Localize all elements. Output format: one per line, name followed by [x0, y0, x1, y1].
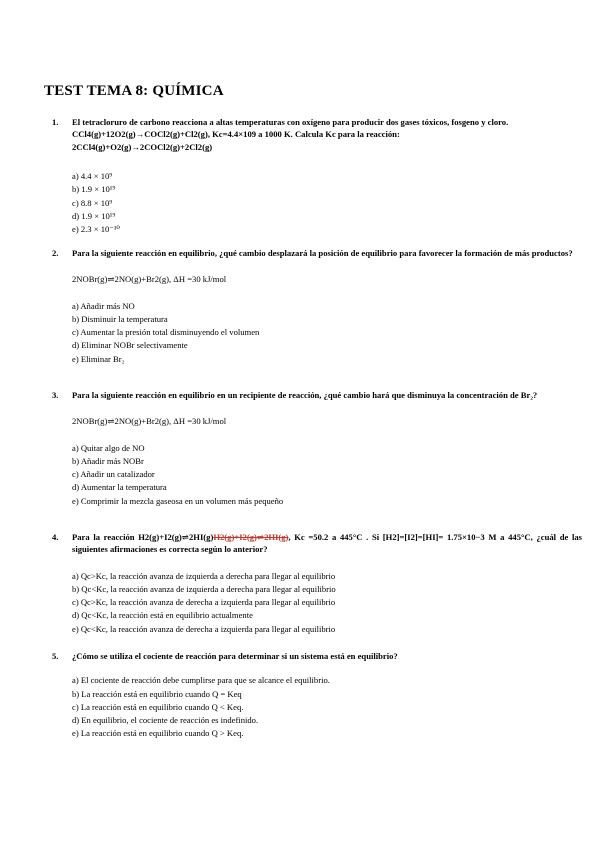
- question-5: [52, 650, 582, 740]
- question-3: [52, 389, 582, 508]
- question-4: [52, 531, 582, 636]
- reaction-equation: 2NOBr(g)⇌2NO(g)+Br2(g), ΔH =30 kJ/mol: [72, 416, 227, 427]
- answer-option[interactable]: c) Qc>Kc, la reacción avanza de derecha a izquierda para llegar al equilibrio: [72, 597, 336, 608]
- answer-option[interactable]: e) Qc<Kc, la reacción avanza de derecha a izquierda para llegar al equilibrio: [72, 623, 336, 634]
- question-text-line: CCl4(g)+12O2(g)→COCl2(g)+Cl2(g), Kc=4.4×109 a 1000 K. Calcula Kc para la reacción:: [72, 129, 400, 140]
- answer-option[interactable]: d) Aumentar la temperatura: [72, 482, 167, 493]
- question-2: [52, 247, 582, 366]
- page-title: TEST TEMA 8: QUÍMICA: [44, 83, 224, 99]
- answer-option[interactable]: b) Añadir más NOBr: [72, 456, 144, 466]
- answer-option[interactable]: b) La reacción está en equilibrio cuando Q = Keq: [72, 688, 242, 699]
- answer-option[interactable]: a) Añadir más NO: [72, 300, 135, 311]
- answer-option[interactable]: e) La reacción está en equilibrio cuando Q > Keq.: [72, 728, 244, 739]
- answer-option[interactable]: a) Quitar algo de NO: [72, 442, 145, 453]
- question-number: 3.: [52, 390, 59, 400]
- answer-option[interactable]: b) Qc<Kc, la reacción avanza de izquierda a derecha para llegar al equilibrio: [72, 584, 336, 594]
- answer-option[interactable]: d) Eliminar NOBr selectivamente: [72, 340, 188, 351]
- answer-option[interactable]: e) Eliminar Br₂: [72, 353, 125, 364]
- question-text-line: 2CCl4(g)+O2(g)→2COCl2(g)+2Cl2(g): [72, 141, 213, 152]
- question-number: 1.: [52, 117, 59, 127]
- question-text-start: Para la reacción H2(g)+I2(g)⇌2HI(g): [72, 532, 214, 542]
- answer-option[interactable]: d) Qc<Kc, la reacción está en equilibrio actualmente: [72, 610, 253, 621]
- answer-option[interactable]: c) La reacción está en equilibrio cuando Q < Keq.: [72, 701, 244, 712]
- answer-option[interactable]: e) Comprimir la mezcla gaseosa en un volumen más pequeño: [72, 495, 284, 506]
- question-text-end: , Kc =50.2 a 445°C . Si [H2]=[I2]=[HI]= 1.75×10−3 M a 445°C, ¿cuál de las siguientes afirmaciones es correcta según lo anterior?: [72, 532, 582, 555]
- question-text: ¿Cómo se utiliza el cociente de reacción para determinar si un sistema está en equilibrio?: [72, 651, 398, 661]
- answer-option[interactable]: e) 2.3 × 10⁻¹⁰: [72, 223, 120, 234]
- question-1: [52, 116, 582, 236]
- answer-option[interactable]: a) Qc>Kc, la reacción avanza de izquierda a derecha para llegar al equilibrio: [72, 570, 336, 581]
- reaction-equation: 2NOBr(g)⇌2NO(g)+Br2(g), ΔH =30 kJ/mol: [72, 274, 227, 285]
- answer-option[interactable]: a) El cociente de reacción debe cumplirse para que se alcance el equilibrio.: [72, 675, 330, 686]
- question-number: 4.: [52, 532, 59, 542]
- answer-option[interactable]: b) 1.9 × 10¹⁹: [72, 184, 116, 195]
- question-number: 2.: [52, 248, 59, 258]
- answer-option[interactable]: c) Aumentar la presión total disminuyendo el volumen: [72, 327, 260, 338]
- answer-option[interactable]: b) Disminuir la temperatura: [72, 314, 168, 324]
- question-text: Para la siguiente reacción en equilibrio, ¿qué cambio desplazará la posición de equilibrio para favorecer la formación de más productos?: [72, 248, 573, 258]
- question-text-line: El tetracloruro de carbono reacciona a altas temperaturas con oxígeno para producir dos gases tóxicos, fosgeno y cloro.: [72, 117, 509, 127]
- answer-option[interactable]: d) En equilibrio, el cociente de reacción es indefinido.: [72, 714, 259, 725]
- answer-option[interactable]: a) 4.4 × 10⁹: [72, 171, 113, 182]
- answer-option[interactable]: c) Añadir un catalizador: [72, 469, 155, 480]
- question-text: Para la siguiente reacción en equilibrio en un recipiente de reacción, ¿qué cambio hará que disminuya la concentración de Br₂?: [72, 390, 538, 400]
- answer-option[interactable]: c) 8.8 × 10⁹: [72, 197, 113, 208]
- answer-option[interactable]: d) 1.9 × 10¹⁹: [72, 210, 116, 221]
- struck-equation: H2(g)+I2(g)⇌2HI(g): [213, 532, 289, 542]
- question-number: 5.: [52, 651, 59, 661]
